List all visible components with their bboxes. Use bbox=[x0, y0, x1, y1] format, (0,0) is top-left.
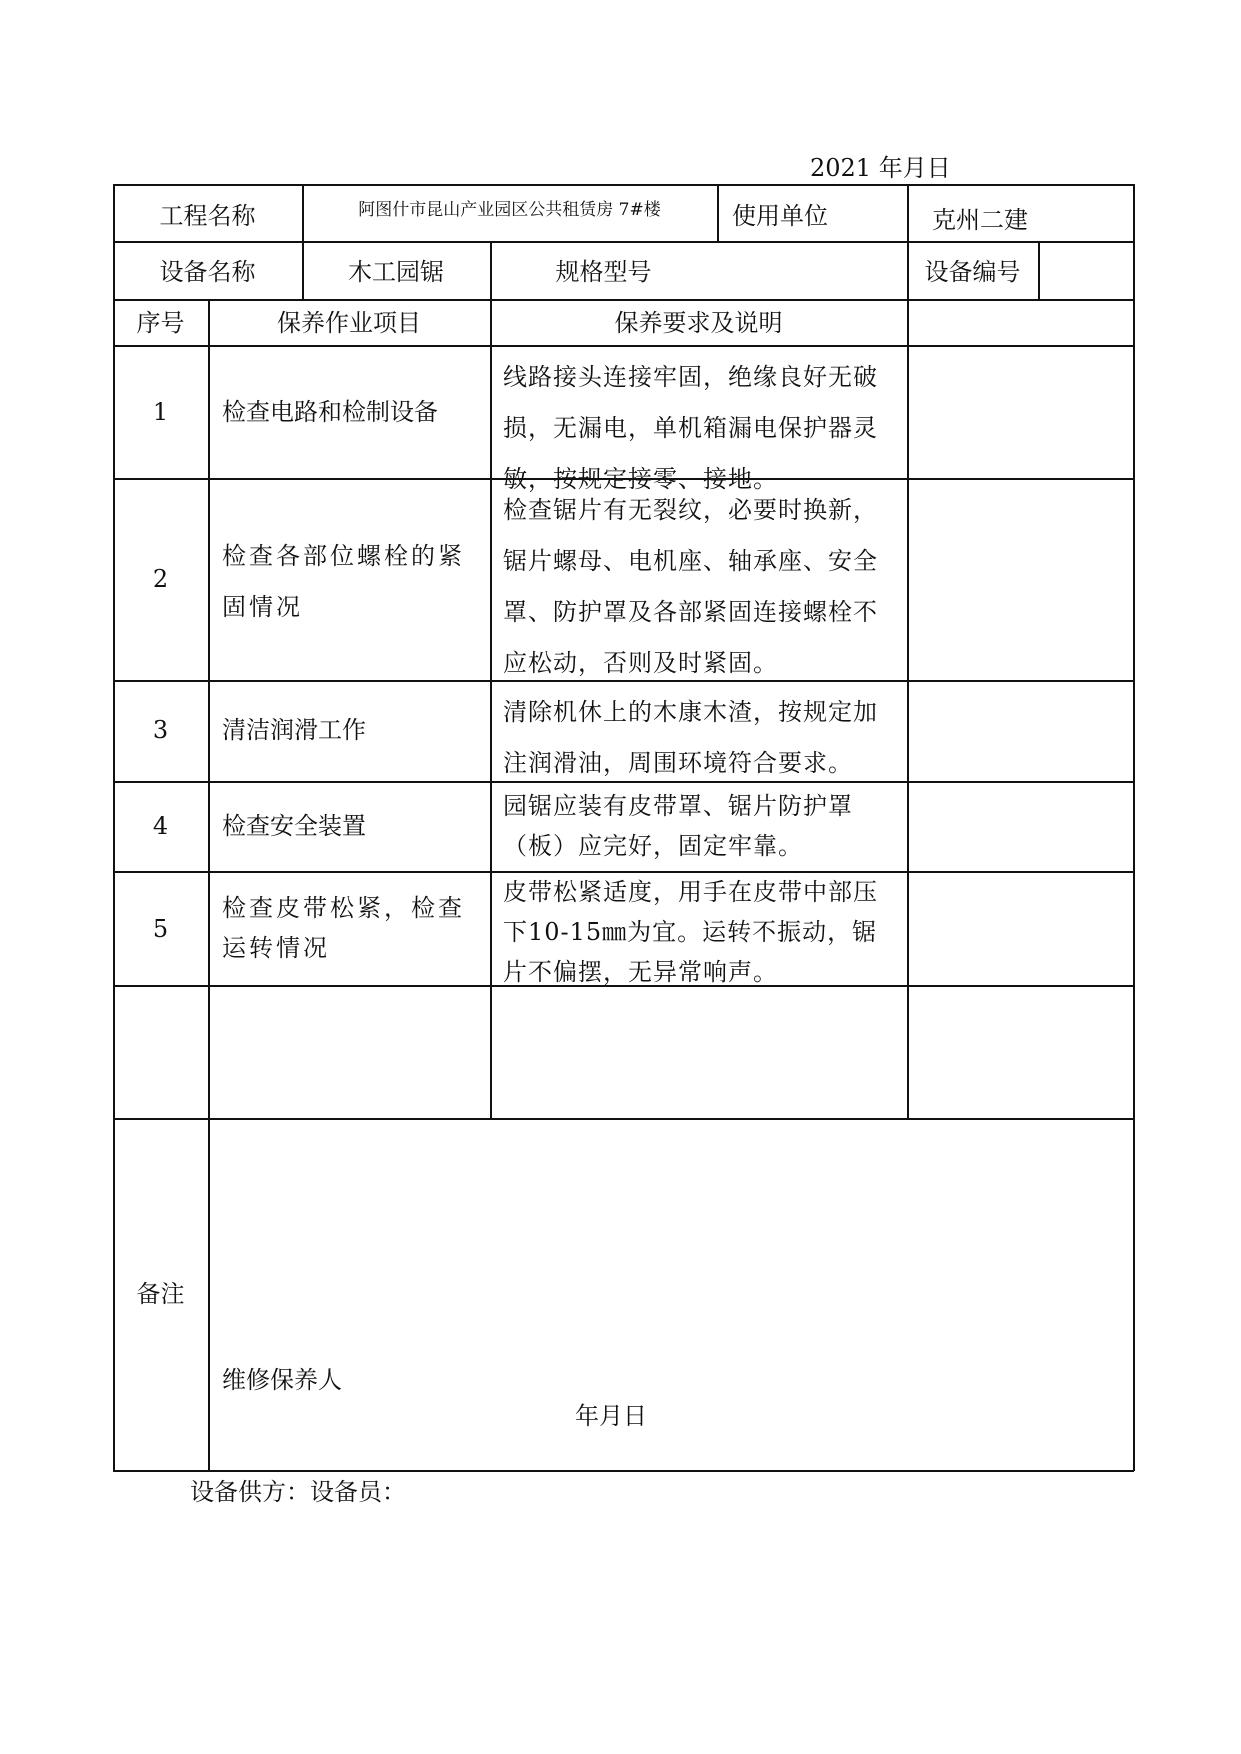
row-number: 1 bbox=[152, 398, 169, 426]
row-requirement: 皮带松紧适度，用手在皮带中部压下10-15㎜为宜。运转不振动，锯片不偏摆，无异常响声。 bbox=[503, 878, 878, 986]
device-no-label: 设备编号 bbox=[924, 258, 1021, 286]
footer-signatures: 设备供方：设备员： bbox=[190, 1478, 406, 1506]
row-item: 检查皮带松紧，检查运转情况 bbox=[222, 894, 465, 962]
row-number: 2 bbox=[152, 565, 169, 593]
row-item: 检查电路和检制设备 bbox=[222, 398, 438, 426]
header-date: 2021 年月日 bbox=[810, 154, 951, 182]
maintainer-label: 维修保养人 bbox=[222, 1366, 342, 1394]
col-header-no: 序号 bbox=[136, 309, 185, 337]
remarks-label: 备注 bbox=[136, 1280, 185, 1308]
col-header-item: 保养作业项目 bbox=[277, 309, 421, 337]
project-label: 工程名称 bbox=[159, 202, 256, 230]
device-name-value: 木工园锯 bbox=[348, 258, 444, 286]
row-number: 4 bbox=[152, 812, 169, 840]
remarks-date: 年月日 bbox=[575, 1402, 647, 1430]
row-requirement: 清除机休上的木康木渣，按规定加注润滑油，周围环境符合要求。 bbox=[503, 698, 878, 777]
project-value: 阿图什市昆山产业园区公共租赁房 7#楼 bbox=[358, 200, 661, 220]
row-requirement: 线路接头连接牢固，绝缘良好无破损，无漏电，单机箱漏电保护器灵敏，按规定接零、接地。 bbox=[503, 363, 878, 493]
user-unit-value: 克州二建 bbox=[932, 206, 1028, 234]
spec-label: 规格型号 bbox=[555, 258, 652, 286]
row-item: 清洁润滑工作 bbox=[222, 716, 366, 744]
row-requirement: 园锯应装有皮带罩、锯片防护罩（板）应完好，固定牢靠。 bbox=[503, 792, 853, 860]
row-requirement: 检查锯片有无裂纹，必要时换新，锯片螺母、电机座、轴承座、安全罩、防护罩及各部紧固连接螺栓不应松动，否则及时紧固。 bbox=[503, 496, 878, 677]
row-item: 检查安全装置 bbox=[222, 812, 366, 840]
col-header-req: 保养要求及说明 bbox=[614, 309, 783, 337]
user-unit-label: 使用单位 bbox=[732, 202, 828, 230]
row-number: 3 bbox=[152, 716, 169, 744]
row-item: 检查各部位螺栓的紧固情况 bbox=[222, 542, 465, 621]
device-name-label: 设备名称 bbox=[159, 258, 256, 286]
row-number: 5 bbox=[152, 915, 169, 943]
